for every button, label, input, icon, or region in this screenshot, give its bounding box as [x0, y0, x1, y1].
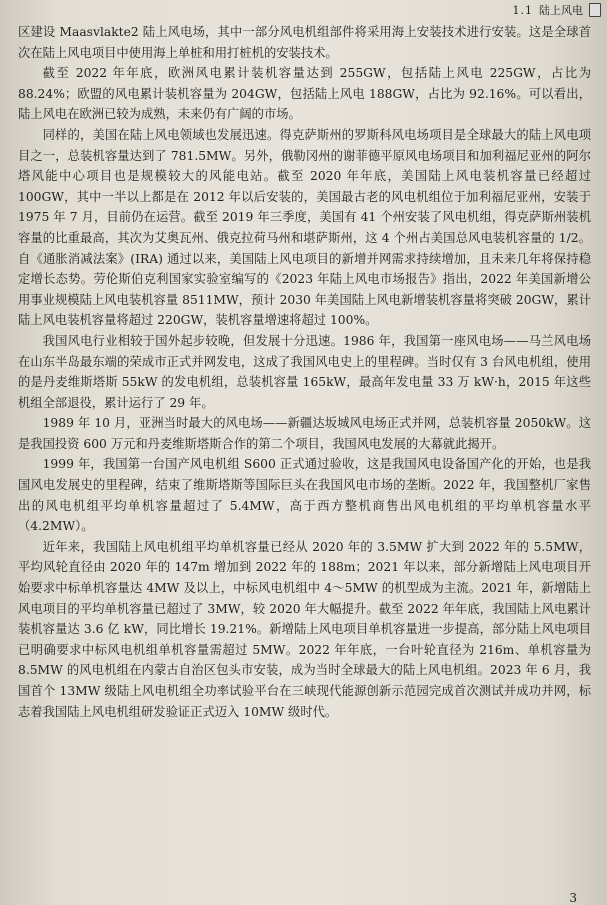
header-section-title: 陆上风电 [539, 4, 583, 17]
body-text [18, 22, 591, 722]
paragraph-recent: 近年来，我国陆上风电机组平均单机容量已经从 2020 年的 3.5MW 扩大到 2022 年的 5.5MW，平均风轮直径由 2020 年的 147m 增加到 2022 年的 188m；2021 年以来，部分新增陆上风电项目开始要求中标单机容量达 4MW 及以上，中标风电机组中 4～5MW 的机型成为主流。2021 年，新增陆上风电项目的平均单机容量已超过了 3MW，较 2020 年大幅提升。截至 2022 年年底，我国陆上风电累计装机容量达 3.6 亿 kW，同比增长 19.21%。新增陆上风电项目单机容量进一步提高，部分陆上风电项目已明确要求中标风电机组单机容量需超过 5MW。2022 年年底，一台叶轮直径为 216m、单机容量为 8.5MW 的风电机组在内蒙古自治区包头市安装，成为当时全球最大的陆上风电机组。2023 年 6 月，我国首个 13MW 级陆上风电机组全功率试验平台在三峡现代能源创新示范园完成首次测试并成功并网，标志着我国陆上风电机组研发验证正式迈入 10MW 级时代。 [18, 539, 591, 719]
page-corner-mark [589, 3, 601, 17]
page-number: 3 [569, 891, 577, 905]
paragraph-1999: 1999 年，我国第一台国产风电机组 S600 正式通过验收，这是我国风电设备国产化的开始，也是我国风电发展史的里程碑，结束了维斯塔斯等国际巨头在我国风电市场的垄断。2022 年，我国整机厂家售出的风电机组平均单机容量超过了 5.4MW，高于西方整机商售出风电机组的平均单机容量水平（4.2MW）。 [18, 457, 591, 534]
paragraph-europe: 截至 2022 年年底，欧洲风电累计装机容量达到 255GW，包括陆上风电 225GW，占比为 88.24%；欧盟的风电累计装机容量为 204GW，包括陆上风电 188GW，占比为 92.16%。可以看出，陆上风电在欧洲已较为成熟，未来仍有广阔的市场。 [18, 66, 591, 122]
header-section-number: 1.1 [512, 3, 533, 17]
running-header [513, 2, 602, 18]
paragraph-china-start: 我国风电行业相较于国外起步较晚，但发展十分迅速。1986 年，我国第一座风电场——马兰风电场在山东半岛最东端的荣成市正式并网发电，这成了我国风电史上的里程碑。当时仅有 3 台风电机组，使用的是丹麦维斯塔斯 55kW 的发电机组，总装机容量 165kW，最高年发电量 33 万 kW·h，2015 年这些机组全部退役，累计运行了 29 年。 [18, 333, 591, 410]
paragraph-usa: 同样的，美国在陆上风电领域也发展迅速。得克萨斯州的罗斯科风电场项目是全球最大的陆上风电项目之一，总装机容量达到了 781.5MW。另外，俄勒冈州的谢菲德平原风电场项目和加利福尼亚州的阿尔塔风能中心项目也是规模较大的风能电站。截至 2020 年年底，美国陆上风电装机容量已经超过 100GW，其中一半以上都是在 2012 年以后安装的，美国最古老的风电机组位于加利福尼亚州，安装于 1975 年 7 月，目前仍在运营。截至 2019 年三季度，美国有 41 个州安装了风电机组，得克萨斯州装机容量的比重最高，其次为艾奥瓦州、俄克拉荷马州和堪萨斯州，这 4 个州占美国总风电装机容量的 1/2。自《通胀消减法案》(IRA) 通过以来，美国陆上风电项目的新增并网需求持续增加，且未来几年将保持稳定增长态势。劳伦斯伯克利国家实验室编写的《2023 年陆上风电市场报告》指出，2022 年美国新增公用事业规模陆上风电装机容量 8511MW，预计 2030 年美国陆上风电新增装机容量将突破 20GW，累计陆上风电装机容量将超过 220GW，装机容量增速将超过 100%。 [18, 127, 591, 328]
paragraph-1989: 1989 年 10 月，亚洲当时最大的风电场——新疆达坂城风电场正式并网，总装机容量 2050kW。这是我国投资 600 万元和丹麦维斯塔斯合作的第二个项目，我国风电发展的大幕就此揭开。 [18, 416, 591, 451]
paragraph-continued: 区建设 Maasvlakte2 陆上风电场，其中一部分风电机组部件将采用海上安装技术进行安装。这是全球首次在陆上风电项目中使用海上单桩和用打桩机的安装技术。 [18, 25, 591, 60]
